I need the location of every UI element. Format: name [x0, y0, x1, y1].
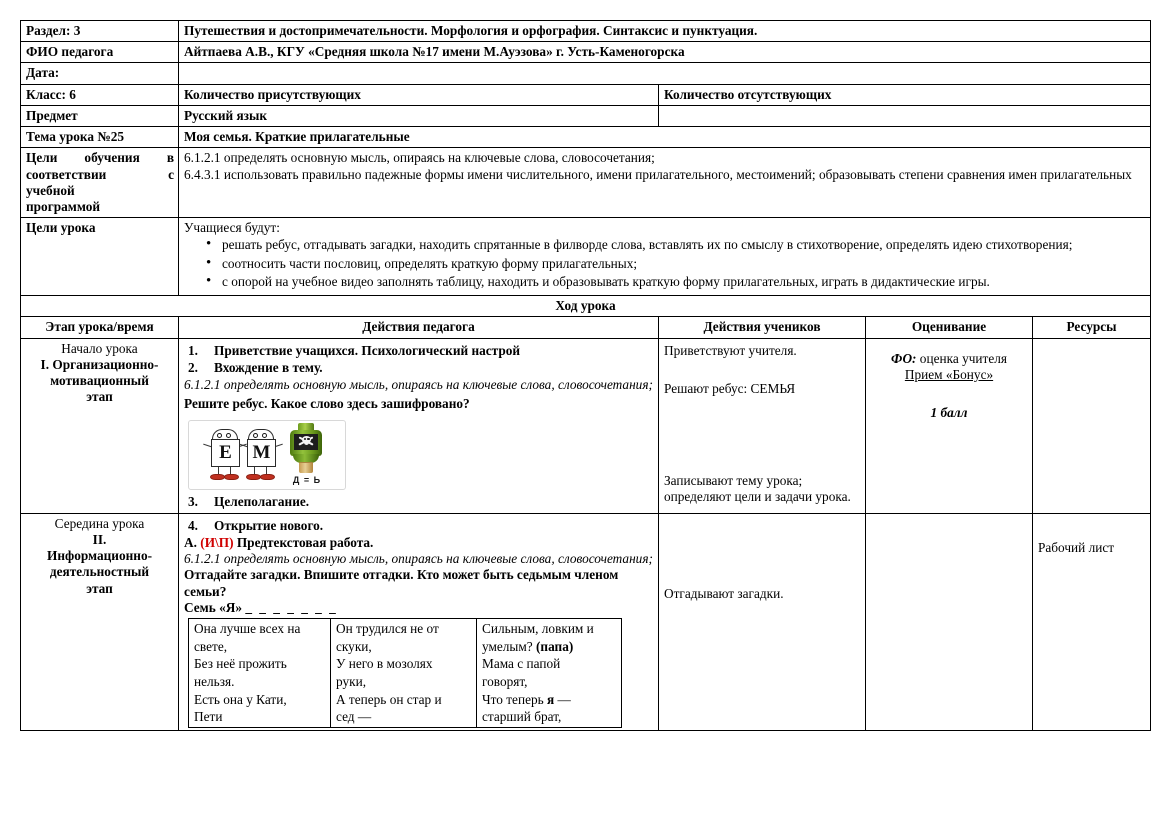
riddle-line: скуки,: [336, 638, 372, 654]
value-date[interactable]: [179, 63, 1151, 84]
stage-line: этап: [86, 389, 113, 405]
resource-text: Рабочий лист: [1038, 539, 1115, 555]
student-line: определяют цели и задачи урока.: [664, 489, 851, 505]
stage-line: II.: [92, 532, 107, 547]
stage-line: деятельностный: [49, 564, 150, 580]
row-lesson-goals: [21, 218, 1151, 296]
spacer: [664, 359, 860, 381]
stage-line: этап: [86, 580, 113, 596]
teacher-actions-cell-2: [179, 513, 659, 730]
riddle-line: говорят,: [482, 674, 528, 690]
row-flow-headers: [21, 317, 1151, 338]
value-section: Путешествия и достопримечательности. Морфология и орфография. Синтаксис и пунктуация.: [179, 21, 1151, 42]
row-date: [21, 63, 1151, 84]
column-header-resources: Ресурсы: [1033, 317, 1151, 338]
objectives-label-w1: обучения: [84, 150, 140, 166]
rebus-image: [188, 420, 346, 490]
sevenya-line: [184, 600, 653, 616]
flow-title: Ход урока: [21, 296, 1151, 317]
objectives-label-w5: учебной: [26, 182, 75, 198]
riddle-cell-2: [331, 619, 477, 728]
skull-shape: [298, 436, 314, 448]
sevenya-label: Семь «Я»: [184, 599, 242, 615]
teacher-steps-list-2: [184, 494, 653, 510]
value-lesson-topic: Моя семья. Краткие прилагательные: [179, 127, 1151, 148]
lesson-goals-list: [184, 236, 1145, 290]
table-row: [21, 513, 1151, 730]
row-curriculum-objectives: [21, 148, 1151, 218]
spacer: [871, 343, 1027, 351]
value-curriculum-objectives: [179, 148, 1151, 218]
student-line: Приветствуют учителя.: [664, 342, 797, 358]
riddles-table: [188, 618, 622, 728]
row-section: [21, 21, 1151, 42]
rebus-equation: Д = Ь: [292, 474, 322, 485]
riddle-line: Есть она у Кати,: [194, 691, 287, 707]
value-absent-count[interactable]: [659, 105, 1151, 126]
assessment-cell-1: [866, 338, 1033, 513]
list-item: • соотносить части пословиц, определять краткую форму прилагательных;: [222, 255, 1145, 272]
riddle-line: руки,: [336, 674, 367, 690]
student-actions-cell-1: [659, 338, 866, 513]
step-text: Вхождение в тему.: [214, 359, 323, 375]
riddle-line: Пети: [194, 709, 223, 725]
value-teacher-name: Айтпаева А.В., КГУ «Средняя школа №17 имени М.Ауэзова» г. Усть-Каменогорска: [179, 42, 1151, 63]
label-lesson-topic: Тема урока №25: [21, 127, 179, 148]
spacer: [871, 383, 1027, 405]
spacer: [664, 397, 860, 473]
lesson-goals-intro: Учащиеся будут:: [184, 220, 280, 236]
step-number: 4.: [188, 517, 198, 533]
riddle-line: умелым? (папа): [482, 638, 574, 654]
list-item: [184, 518, 653, 534]
bottle-cork: [299, 462, 313, 473]
letter-shoe: [260, 474, 275, 480]
student-line: Записывают тему урока;: [664, 473, 803, 489]
list-item: [184, 360, 653, 376]
label-teacher-name: ФИО педагога: [21, 42, 179, 63]
column-header-students: Действия учеников: [659, 317, 866, 338]
row-flow-title: [21, 296, 1151, 317]
skull-jaw: [304, 442, 309, 445]
riddle-line: Она лучше всех на: [194, 621, 301, 637]
list-item: [184, 494, 653, 510]
student-line: Отгадывают загадки.: [664, 585, 784, 601]
riddle-line: свете,: [194, 638, 228, 654]
step-number: 3.: [188, 493, 198, 509]
value-subject: Русский язык: [179, 105, 659, 126]
fo-value: оценка учителя: [916, 350, 1007, 366]
teacher-subsection-a: [184, 535, 653, 551]
stage-line: мотивационный: [50, 373, 149, 389]
skull-crossbones-icon: [294, 434, 318, 450]
letter-shoe: [224, 474, 239, 480]
riddle-line: У него в мозолях: [336, 656, 433, 672]
objectives-label-w6: программой: [26, 198, 101, 214]
label-date: Дата:: [21, 63, 179, 84]
row-teacher-name: [21, 42, 1151, 63]
label-subject: Предмет: [21, 105, 179, 126]
riddle-line: Он трудился не от: [336, 621, 439, 637]
sevenya-blank[interactable]: _ _ _ _ _ _ _: [245, 599, 338, 615]
row-class: [21, 84, 1151, 105]
assessment-method: Прием «Бонус»: [904, 366, 994, 382]
student-line: Решают ребус: СЕМЬЯ: [664, 380, 796, 396]
rebus-inner: [189, 421, 345, 489]
subsection-rest: Предтекстовая работа.: [233, 535, 374, 550]
column-header-assessment: Оценивание: [866, 317, 1033, 338]
step-number: 2.: [188, 359, 198, 375]
objectives-label-w3: соответствии: [26, 166, 107, 182]
step-number: 1.: [188, 342, 198, 358]
poison-bottle-icon: [289, 423, 323, 475]
label-absent-count: Количество отсутствующих: [659, 84, 1151, 105]
value-lesson-goals: [179, 218, 1151, 296]
column-header-stage: Этап урока/время: [21, 317, 179, 338]
spacer: [664, 518, 860, 586]
riddle-line: Сильным, ловким и: [482, 621, 594, 637]
stage-line: Информационно-: [46, 548, 153, 564]
letter-shoe: [246, 474, 261, 480]
assessment-cell-2: [866, 513, 1033, 730]
label-present-count: Количество присутствующих: [179, 84, 659, 105]
riddle-line: Без неё прожить: [194, 656, 287, 672]
table-row: [189, 619, 622, 728]
objectives-label-w2: в: [166, 150, 175, 166]
resources-cell-2: [1033, 513, 1151, 730]
objectives-label-w4: с: [168, 166, 174, 182]
label-curriculum-objectives: [21, 148, 179, 218]
fo-label: ФО:: [890, 350, 917, 366]
student-actions-cell-2: [659, 513, 866, 730]
row-lesson-topic: [21, 127, 1151, 148]
riddle-line: нельзя.: [194, 674, 235, 690]
letter-eye: [262, 433, 267, 438]
list-item: [184, 343, 653, 359]
teacher-task-2: Отгадайте загадки. Впишите отгадки. Кто может быть седьмым членом семьи?: [184, 567, 619, 599]
step-text: Открытие нового.: [214, 517, 324, 533]
riddle-cell-3: [477, 619, 622, 728]
riddle-line: Что теперь я —: [482, 691, 571, 707]
stage-cell-2: [21, 513, 179, 730]
lesson-plan-table: [20, 20, 1151, 731]
list-item: • с опорой на учебное видео заполнять таблицу, находить и образовывать краткую форму прилагательных, играть в дидактические игры.: [222, 273, 1145, 290]
letter-eye: [226, 433, 231, 438]
teacher-task-1: Решите ребус. Какое слово здесь зашифровано?: [184, 396, 470, 412]
riddle-line: Мама с папой: [482, 656, 561, 672]
curriculum-objective-item: 6.1.2.1 определять основную мысль, опираясь на ключевые слова, словосочетания;: [184, 150, 655, 166]
teacher-objective-2: 6.1.2.1 определять основную мысль, опираясь на ключевые слова, словосочетания;: [184, 551, 653, 567]
curriculum-objective-item: 6.4.3.1 использовать правильно падежные формы имени числительного, имени прилагательного, местоимений; образовывать степени сравнения имен прилагательных: [184, 166, 1132, 182]
step-text: Целеполагание.: [214, 493, 310, 509]
objectives-label-w0: Цели: [26, 150, 58, 166]
stage-cell-1: [21, 338, 179, 513]
label-section: Раздел: 3: [21, 21, 179, 42]
letter-body-e: Е: [211, 439, 240, 467]
letter-body-m: М: [247, 439, 276, 467]
column-header-teacher: Действия педагога: [179, 317, 659, 338]
teacher-steps-list: [184, 343, 653, 376]
list-item: • решать ребус, отгадывать загадки, находить спрятанные в филворде слова, вставлять их по смыслу в стихотворение, определять идею стихотворения;: [222, 236, 1145, 253]
letter-character-m-icon: [241, 429, 281, 481]
riddle-line: сед —: [336, 709, 372, 725]
riddle-line: А теперь он стар и: [336, 691, 442, 707]
stage-line: I. Организационно-: [40, 356, 159, 372]
row-subject: [21, 105, 1151, 126]
riddle-cell-1: [189, 619, 331, 728]
assessment-fo: [871, 351, 1027, 367]
letter-shoe: [210, 474, 225, 480]
stage-line: Начало урока: [61, 340, 138, 356]
teacher-actions-cell-1: [179, 338, 659, 513]
letter-eye: [253, 433, 258, 438]
teacher-steps-list-3: [184, 518, 653, 534]
label-lesson-goals: Цели урока: [21, 218, 179, 296]
table-row: [21, 338, 1151, 513]
stage-line: Середина урока: [54, 515, 145, 531]
skull-eye: [307, 438, 309, 441]
teacher-objective-1: 6.1.2.1 определять основную мысль, опираясь на ключевые слова, словосочетания;: [184, 377, 653, 393]
label-class: Класс: 6: [21, 84, 179, 105]
resources-cell-1: [1033, 338, 1151, 513]
assessment-score: 1 балл: [930, 405, 968, 421]
letter-character-e-icon: [205, 429, 245, 481]
subsection-prefix: А.: [184, 535, 201, 550]
riddle-line: старший брат,: [482, 709, 562, 725]
step-text: Приветствие учащихся. Психологический настрой: [214, 342, 521, 358]
letter-eye: [217, 433, 222, 438]
subsection-form-tag: (И\П): [200, 535, 234, 550]
